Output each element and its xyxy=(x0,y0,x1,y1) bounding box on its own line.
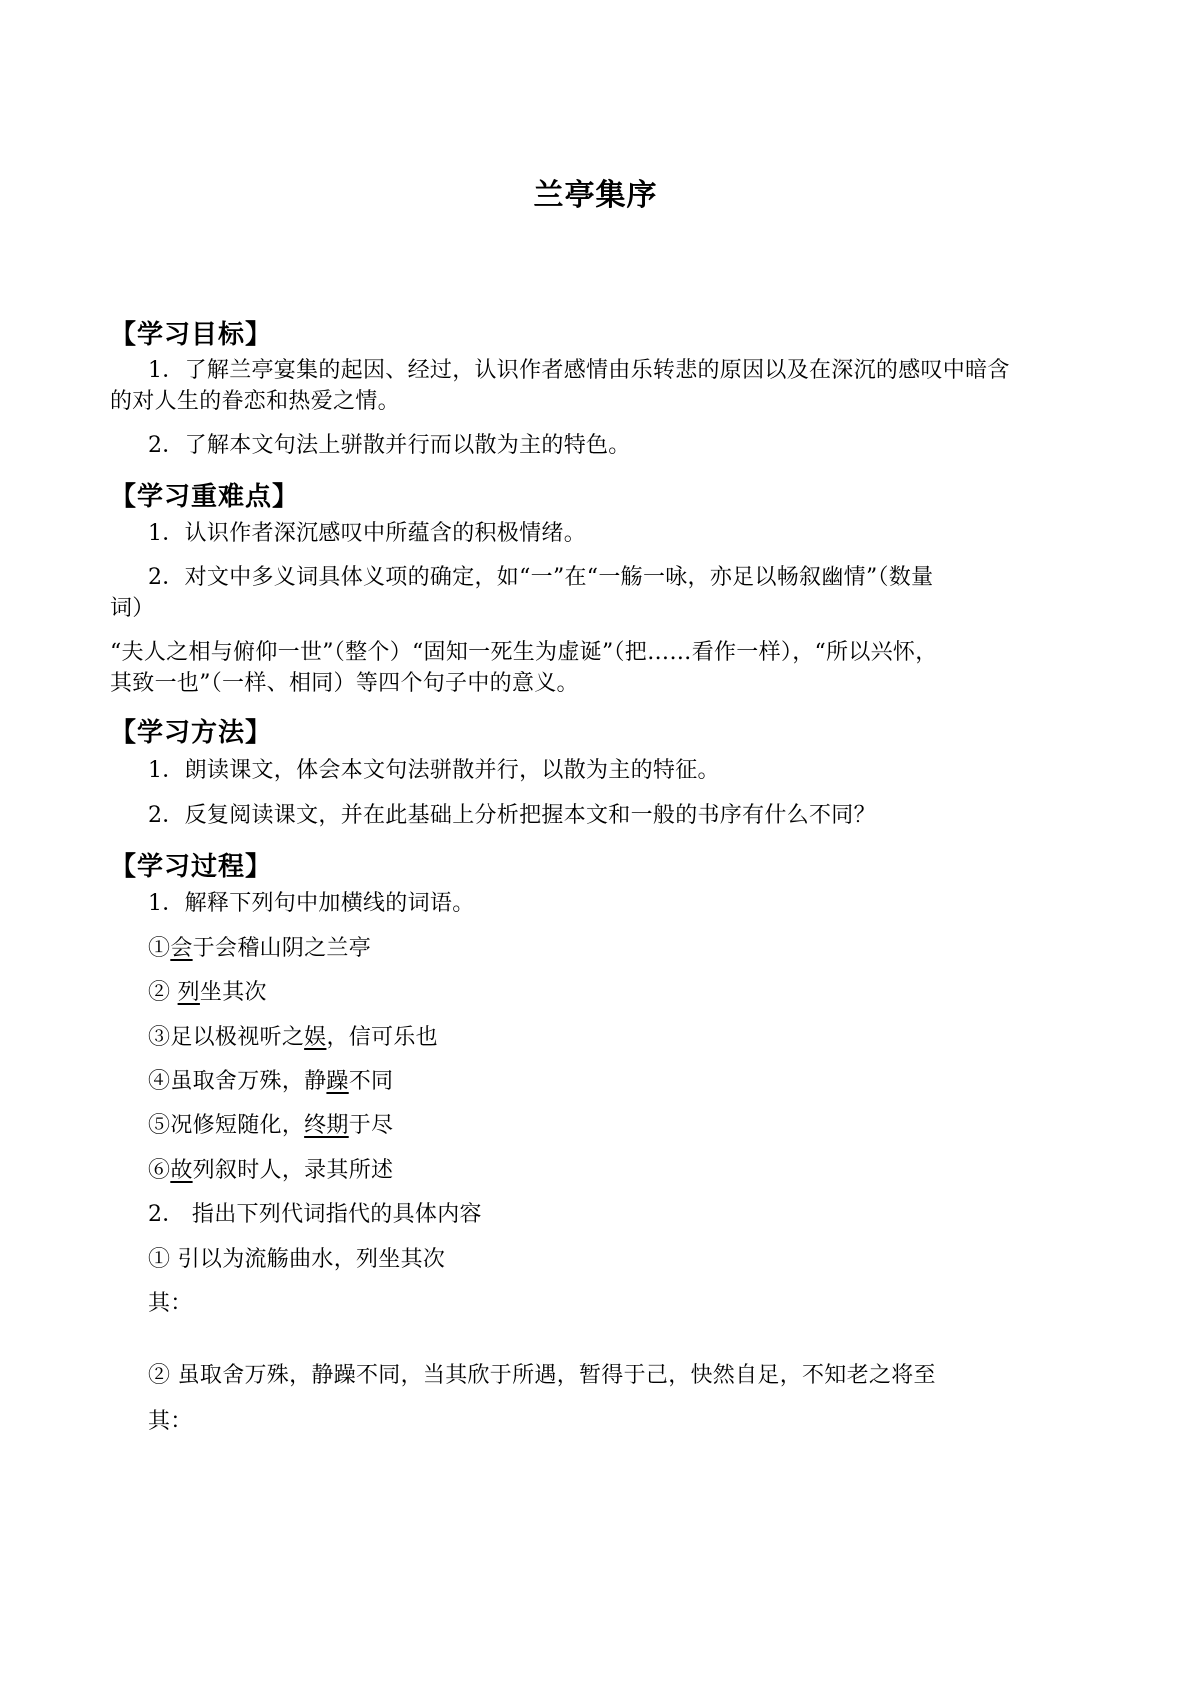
question-2: 2． 指出下列代词指代的具体内容 xyxy=(148,1202,482,1227)
item-text-before: 况修短随化， xyxy=(170,1113,305,1138)
item-text-before: 虽取舍万殊，静 xyxy=(170,1069,327,1094)
underlined-word: 会 xyxy=(170,936,193,961)
vocab-item xyxy=(148,1110,393,1142)
pronoun-item: ② 虽取舍万殊，静躁不同，当其欣于所遇，暂得于己，快然自足，不知老之将至 xyxy=(148,1363,936,1388)
method-item-1: 1．朗读课文，体会本文句法骈散并行，以散为主的特征。 xyxy=(148,758,720,783)
underlined-word: 娱 xyxy=(304,1025,327,1050)
section-heading-key-points: 【学习重难点】 xyxy=(110,482,300,512)
key-point-item-2-line-1: 2．对文中多义词具体义项的确定，如“一”在“一觞一咏，亦足以畅叙幽情”（数量 xyxy=(148,565,934,590)
item-number: ② xyxy=(148,980,171,1005)
item-text-before: 足以极视听之 xyxy=(170,1025,305,1050)
item-number: ④ xyxy=(148,1069,171,1094)
vocab-item xyxy=(148,1066,393,1098)
answer-label: 其： xyxy=(148,1409,193,1434)
key-point-item-2-line-2: 词） xyxy=(110,596,155,621)
item-text-after: 不同 xyxy=(348,1069,394,1094)
item-number: ① xyxy=(148,936,171,961)
item-text-after: ，信可乐也 xyxy=(326,1025,438,1050)
item-number: ③ xyxy=(148,1025,171,1050)
page-title: 兰亭集序 xyxy=(533,178,658,213)
vocab-item xyxy=(148,1022,438,1054)
vocab-item xyxy=(148,1155,393,1187)
goal-item-1-line-2: 的对人生的眷恋和热爱之情。 xyxy=(110,389,400,414)
key-point-item-2-line-3: “夫人之相与俯仰一世”（整个）“固知一死生为虚诞”（把……看作一样），“所以兴怀， xyxy=(110,640,938,665)
vocab-item xyxy=(148,977,267,1009)
section-heading-process: 【学习过程】 xyxy=(110,852,273,882)
item-text-after: 列叙时人，录其所述 xyxy=(192,1158,394,1183)
vocab-item xyxy=(148,933,371,965)
underlined-word: 故 xyxy=(170,1158,193,1183)
item-number: ⑥ xyxy=(148,1158,171,1183)
underlined-word: 躁 xyxy=(326,1069,349,1094)
item-text-after: 坐其次 xyxy=(199,980,267,1005)
answer-label: 其： xyxy=(148,1291,193,1316)
underlined-word: 列 xyxy=(177,980,200,1005)
section-heading-goals: 【学习目标】 xyxy=(110,320,273,350)
item-text-after: 于会稽山阴之兰亭 xyxy=(192,936,372,961)
key-point-item-2-line-4: 其致一也”（一样、相同）等四个句子中的意义。 xyxy=(110,671,579,696)
goal-item-2: 2．了解本文句法上骈散并行而以散为主的特色。 xyxy=(148,433,631,458)
method-item-2: 2．反复阅读课文，并在此基础上分析把握本文和一般的书序有什么不同？ xyxy=(148,803,876,828)
question-1: 1．解释下列句中加横线的词语。 xyxy=(148,891,475,916)
section-heading-method: 【学习方法】 xyxy=(110,718,273,748)
item-text-after: 于尽 xyxy=(348,1113,394,1138)
underlined-word: 终期 xyxy=(304,1113,349,1138)
goal-item-1-line-1: 1．了解兰亭宴集的起因、经过，认识作者感情由乐转悲的原因以及在深沉的感叹中暗含 xyxy=(148,358,1010,383)
item-number: ⑤ xyxy=(148,1113,171,1138)
key-point-item-1: 1．认识作者深沉感叹中所蕴含的积极情绪。 xyxy=(148,521,586,546)
pronoun-item: ① 引以为流觞曲水，列坐其次 xyxy=(148,1247,446,1272)
